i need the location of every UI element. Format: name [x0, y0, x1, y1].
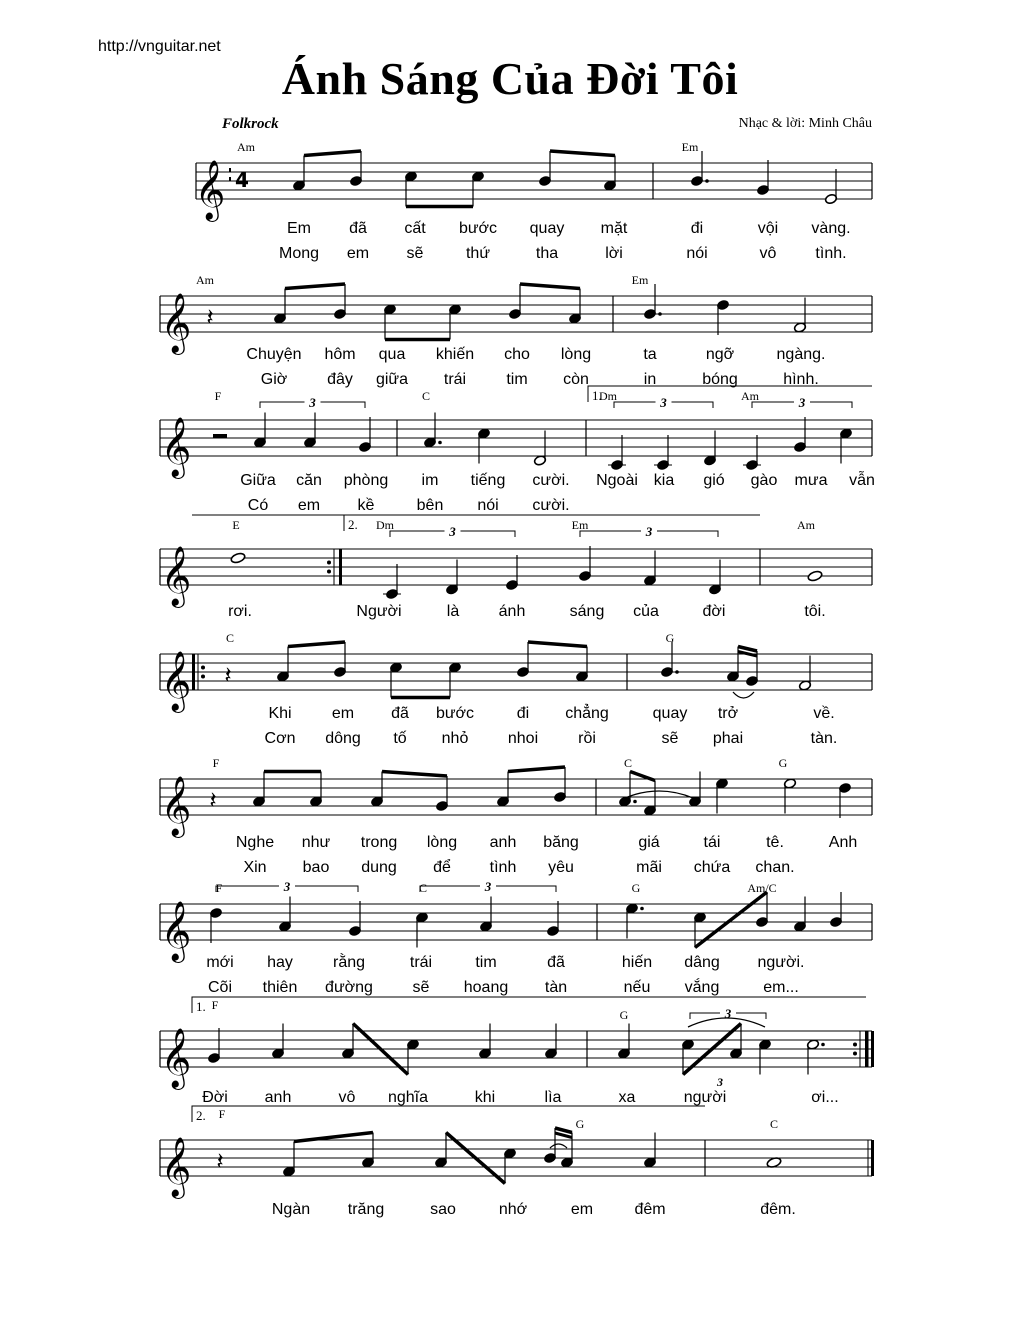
lyric-syllable: đã — [547, 954, 565, 971]
chord-symbol: Dm — [376, 518, 394, 532]
chord-symbol: C — [421, 389, 431, 403]
tuplet-bracket — [461, 531, 516, 537]
lyric-syllable: bước — [458, 220, 498, 237]
tuplet-bracket — [672, 402, 714, 408]
tuplet-number: 3 — [660, 395, 667, 410]
style-marking: Folkrock — [222, 116, 279, 132]
quarter-rest: 𝄽 — [224, 661, 232, 689]
lyric-syllable: tình — [489, 859, 517, 876]
beam — [738, 647, 757, 652]
lyric-syllable: vàng. — [811, 220, 851, 237]
lyric-syllable: vắng — [684, 979, 720, 996]
beam — [288, 642, 345, 647]
time-dot — [229, 177, 231, 181]
lyric-syllable: về. — [813, 705, 835, 722]
chord-symbol: F — [212, 756, 220, 770]
augmentation-dot — [675, 670, 679, 674]
lyric-syllable: kề — [357, 497, 375, 514]
tuplet-number: 3 — [645, 524, 653, 539]
ending-1-bracket — [588, 386, 872, 402]
lyric-syllable: cười. — [532, 472, 570, 489]
beam — [520, 284, 580, 289]
tuplet-number: 3 — [724, 1006, 732, 1021]
lyric-syllable: phòng — [343, 472, 389, 489]
lyric-syllable: vô — [338, 1089, 356, 1106]
chord-symbol: C — [623, 756, 633, 770]
beam — [528, 642, 587, 647]
lyric-syllable: Xin — [243, 859, 267, 876]
chord-symbol: C — [418, 881, 428, 895]
repeat-dot — [327, 570, 331, 574]
treble-clef-icon: 𝄞 — [160, 651, 192, 711]
chord-symbol: C — [225, 631, 235, 645]
lyric-syllable: của — [633, 603, 659, 620]
lyric-syllable: bóng — [702, 371, 738, 388]
beam — [555, 1128, 572, 1133]
lyric-syllable: hoang — [463, 979, 509, 996]
treble-clef-icon: 𝄞 — [160, 1137, 192, 1197]
chord-symbol: F — [211, 998, 219, 1012]
lyric-syllable: Người — [356, 603, 402, 620]
lyric-syllable: người. — [757, 954, 805, 971]
lyric-syllable: qua — [378, 346, 406, 363]
beam — [555, 1133, 572, 1138]
final-barline-thick — [871, 1031, 874, 1067]
lyric-syllable: sẽ — [661, 730, 679, 747]
lyric-syllable: nhoi — [507, 730, 539, 747]
lyric-syllable: tôi. — [804, 603, 826, 620]
lyric-syllable: cười. — [532, 497, 570, 514]
augmentation-dot — [658, 312, 662, 316]
lyric-syllable: quay — [529, 220, 565, 237]
lyric-syllable: lìa — [544, 1089, 562, 1106]
lyric-syllable: trăng — [347, 1201, 385, 1218]
lyric-syllable: tàn — [544, 979, 568, 996]
lyric-syllable: tiếng — [470, 472, 506, 489]
site-url: http://vnguitar.net — [98, 38, 221, 55]
lyric-syllable: ngỡ — [705, 346, 735, 363]
tuplet-bracket — [295, 886, 358, 892]
ending-1-label: 1. — [592, 388, 602, 403]
repeat-dot — [853, 1052, 857, 1056]
lyric-syllable: hiến — [621, 954, 653, 971]
tuplet-bracket — [580, 531, 641, 537]
augmentation-dot — [705, 179, 709, 183]
lyric-syllable: mới — [206, 954, 234, 971]
treble-clef-icon: 𝄞 — [194, 160, 226, 220]
tuplet-bracket — [260, 402, 305, 408]
repeat-dot — [327, 561, 331, 565]
lyric-syllable: anh — [264, 1089, 292, 1106]
lyric-syllable: cất — [404, 220, 426, 237]
tuplet-number: 3 — [309, 395, 316, 410]
chord-symbol: Am — [741, 389, 759, 403]
lyric-syllable: thiên — [262, 979, 298, 996]
tuplet-number: 3 — [484, 879, 492, 894]
lyric-syllable: Giờ — [260, 371, 288, 388]
tuplet-bracket — [390, 531, 445, 537]
lyric-syllable: Khi — [268, 705, 292, 722]
song-title: Ánh Sáng Của Đời Tôi — [281, 53, 739, 104]
composer-credit: Nhạc & lời: Minh Châu — [738, 116, 872, 131]
chord-symbol: Em — [571, 518, 589, 532]
chord-symbol: C — [769, 1117, 779, 1131]
lyric-syllable: mưa — [794, 472, 828, 489]
chord-symbol: F — [218, 1107, 226, 1121]
ending-2-bracket — [344, 515, 760, 531]
lyric-syllable: trái — [443, 371, 467, 388]
lyric-syllable: dâng — [684, 954, 720, 971]
lyric-syllable: sao — [430, 1201, 456, 1218]
augmentation-dot — [438, 441, 442, 445]
chord-symbol: Am — [237, 140, 255, 154]
lyric-syllable: em... — [763, 979, 799, 996]
note-head — [807, 570, 823, 582]
lyric-syllable: căn — [296, 472, 322, 489]
chord-symbol: G — [619, 1008, 629, 1022]
lyric-syllable: sẽ — [406, 245, 424, 262]
half-rest — [213, 434, 227, 438]
treble-clef-icon: 𝄞 — [160, 776, 192, 836]
lyric-syllable: xa — [618, 1089, 636, 1106]
beam — [382, 772, 447, 777]
chord-symbol: E — [232, 518, 240, 532]
chord-symbol: F — [214, 389, 222, 403]
lyric-syllable: bao — [302, 859, 330, 876]
lyric-syllable: rồi — [578, 730, 596, 747]
lyric-syllable: bên — [416, 497, 444, 514]
lyric-syllable: thứ — [465, 245, 491, 262]
tuplet-number: 3 — [449, 524, 456, 539]
lyric-syllable: tàn. — [810, 730, 838, 747]
tuplet-bracket — [736, 1013, 766, 1019]
beam — [508, 767, 565, 772]
lyric-syllable: trái — [409, 954, 433, 971]
lyric-syllable: người — [683, 1089, 727, 1106]
lyric-syllable: vội — [757, 220, 779, 237]
lyric-syllable: em — [331, 705, 355, 722]
lyric-syllable: cho — [504, 346, 530, 363]
chord-symbol: Am/C — [747, 881, 777, 895]
chord-symbol: Am — [196, 273, 214, 287]
lyric-syllable: vẫn — [849, 472, 875, 489]
repeat-dot — [201, 675, 205, 679]
lyric-syllable: hình. — [783, 371, 819, 388]
lyric-syllable: tha — [535, 245, 559, 262]
lyric-syllable: quay — [652, 705, 688, 722]
lyric-syllable: ta — [643, 346, 657, 363]
tuplet-bracket — [810, 402, 852, 408]
tuplet-number: 3 — [798, 395, 806, 410]
lyric-syllable: Em — [287, 220, 311, 237]
quarter-rest: 𝄽 — [206, 303, 214, 331]
lyric-syllable: rằng — [332, 954, 366, 971]
lyric-syllable: anh — [489, 834, 517, 851]
lyric-syllable: lòng — [426, 834, 458, 851]
lyric-syllable: khiến — [435, 346, 475, 363]
lyric-syllable: đi — [690, 220, 704, 237]
lyric-syllable: em — [570, 1201, 594, 1218]
chord-symbol: Em — [681, 140, 699, 154]
ending-2-label: 2. — [348, 517, 358, 532]
tuplet-bracket — [216, 886, 279, 892]
beam — [304, 151, 361, 156]
quarter-rest: 𝄽 — [216, 1147, 224, 1175]
augmentation-dot — [640, 907, 644, 911]
lyric-syllable: tái — [703, 834, 721, 851]
tuplet-bracket — [321, 402, 366, 408]
lyric-syllable: mặt — [600, 220, 628, 237]
repeat-dot — [853, 1043, 857, 1047]
treble-clef-icon: 𝄞 — [160, 293, 192, 353]
tuplet-number: 3 — [717, 1075, 723, 1089]
time-dot — [229, 168, 231, 172]
lyric-syllable: băng — [543, 834, 579, 851]
lyric-syllable: dung — [361, 859, 397, 876]
note-head — [230, 552, 246, 564]
time-signature: 4 — [235, 168, 249, 192]
lyric-syllable: tim — [506, 371, 528, 388]
lyric-syllable: im — [421, 472, 439, 489]
repeat-start-thick — [192, 654, 195, 690]
lyric-syllable: đây — [327, 371, 353, 388]
lyric-syllable: hay — [267, 954, 293, 971]
lyric-syllable: đêm. — [760, 1201, 796, 1218]
beam — [550, 151, 615, 156]
ending-2-bracket — [192, 1106, 705, 1122]
lyric-syllable: trở — [717, 705, 739, 722]
repeat-end-thick — [865, 1031, 868, 1067]
tuplet-number: 3 — [283, 879, 291, 894]
chord-symbol: Dm — [599, 389, 617, 403]
lyric-syllable: để — [433, 859, 451, 876]
ending-2-label: 2. — [196, 1108, 206, 1123]
chord-symbol: F — [215, 881, 223, 895]
lyric-syllable: yêu — [548, 859, 574, 876]
lyric-syllable: đã — [391, 705, 409, 722]
lyric-syllable: lòng — [560, 346, 592, 363]
lyric-syllable: em — [297, 497, 321, 514]
lyric-syllable: Giữa — [240, 472, 276, 489]
lyric-syllable: đường — [325, 979, 373, 996]
lyric-syllable: tố — [393, 730, 407, 747]
augmentation-dot — [633, 800, 637, 804]
repeat-end-thick — [339, 549, 342, 585]
lyric-syllable: tê. — [766, 834, 784, 851]
chord-symbol: G — [778, 756, 788, 770]
lyric-syllable: như — [301, 834, 331, 851]
lyric-syllable: vô — [759, 245, 777, 262]
lyric-syllable: kia — [653, 472, 675, 489]
ending-1-bracket — [192, 997, 866, 1013]
lyric-syllable: dông — [325, 730, 361, 747]
tuplet-bracket — [496, 886, 556, 892]
final-barline-thick — [871, 1140, 874, 1176]
tuplet-bracket — [420, 886, 480, 892]
lyric-syllable: nói — [686, 245, 708, 262]
lyric-syllable: Đời — [202, 1089, 228, 1106]
slur — [733, 692, 754, 698]
chord-symbol: G — [665, 631, 675, 645]
lyric-syllable: Anh — [828, 834, 858, 851]
lyric-syllable: bước — [435, 705, 475, 722]
lyric-syllable: nếu — [623, 979, 651, 996]
chord-symbol: G — [631, 881, 641, 895]
treble-clef-icon: 𝄞 — [160, 901, 192, 961]
lyric-syllable: ánh — [498, 603, 526, 620]
slur — [550, 1144, 567, 1148]
beam — [695, 892, 767, 948]
lyric-syllable: mãi — [636, 859, 662, 876]
lyric-syllable: trong — [360, 834, 398, 851]
lyric-syllable: Nghe — [235, 834, 275, 851]
repeat-dot — [201, 666, 205, 670]
tuplet-bracket — [657, 531, 718, 537]
tuplet-bracket — [614, 402, 656, 408]
lyric-syllable: chẳng — [565, 705, 609, 722]
lyric-syllable: gào — [750, 472, 778, 489]
lyric-syllable: nhỏ — [441, 730, 469, 747]
chord-symbol: G — [575, 1117, 585, 1131]
lyric-syllable: rơi. — [228, 603, 252, 620]
lyric-syllable: tim — [475, 954, 497, 971]
lyric-syllable: Có — [247, 497, 269, 514]
lyric-syllable: chan. — [755, 859, 795, 876]
lyric-syllable: là — [446, 603, 460, 620]
lyric-syllable: đêm — [634, 1201, 666, 1218]
lyric-syllable: Mong — [278, 245, 320, 262]
lyric-syllable: Cơn — [264, 730, 296, 747]
chord-symbol: Em — [631, 273, 649, 287]
lyric-syllable: gió — [703, 472, 725, 489]
treble-clef-icon: 𝄞 — [160, 546, 192, 606]
lyric-syllable: giữa — [375, 371, 409, 388]
treble-clef-icon: 𝄞 — [160, 417, 192, 477]
lyric-syllable: khi — [474, 1089, 496, 1106]
lyric-syllable: phai — [712, 730, 744, 747]
augmentation-dot — [821, 1043, 825, 1047]
ending-1-label: 1. — [196, 999, 206, 1014]
lyric-syllable: đời — [702, 603, 726, 620]
lyric-syllable: lời — [605, 245, 623, 262]
lyric-syllable: sẽ — [412, 979, 430, 996]
beam — [285, 284, 345, 289]
lyric-syllable: giá — [638, 834, 660, 851]
lyric-syllable: hôm — [324, 346, 356, 363]
lyric-syllable: in — [643, 371, 657, 388]
lyric-syllable: nghĩa — [387, 1089, 429, 1106]
lyric-syllable: em — [346, 245, 370, 262]
lyric-syllable: đi — [516, 705, 530, 722]
lyric-syllable: tình. — [815, 245, 847, 262]
lyric-syllable: Ngàn — [271, 1201, 311, 1218]
lyric-syllable: nhớ — [498, 1201, 528, 1218]
lyric-syllable: ơi... — [811, 1089, 839, 1106]
lyric-syllable: Chuyện — [246, 346, 302, 363]
lyric-syllable: đã — [349, 220, 367, 237]
chord-symbol: Am — [797, 518, 815, 532]
lyric-syllable: chứa — [693, 859, 731, 876]
lyric-syllable: sáng — [569, 603, 605, 620]
quarter-rest: 𝄽 — [209, 786, 217, 814]
treble-clef-icon: 𝄞 — [160, 1028, 192, 1088]
lyric-syllable: Ngoài — [596, 472, 638, 489]
lyric-syllable: ngàng. — [776, 346, 826, 363]
lyric-syllable: còn — [563, 371, 589, 388]
lyric-syllable: Cõi — [207, 979, 233, 996]
lyric-syllable: nói — [477, 497, 499, 514]
